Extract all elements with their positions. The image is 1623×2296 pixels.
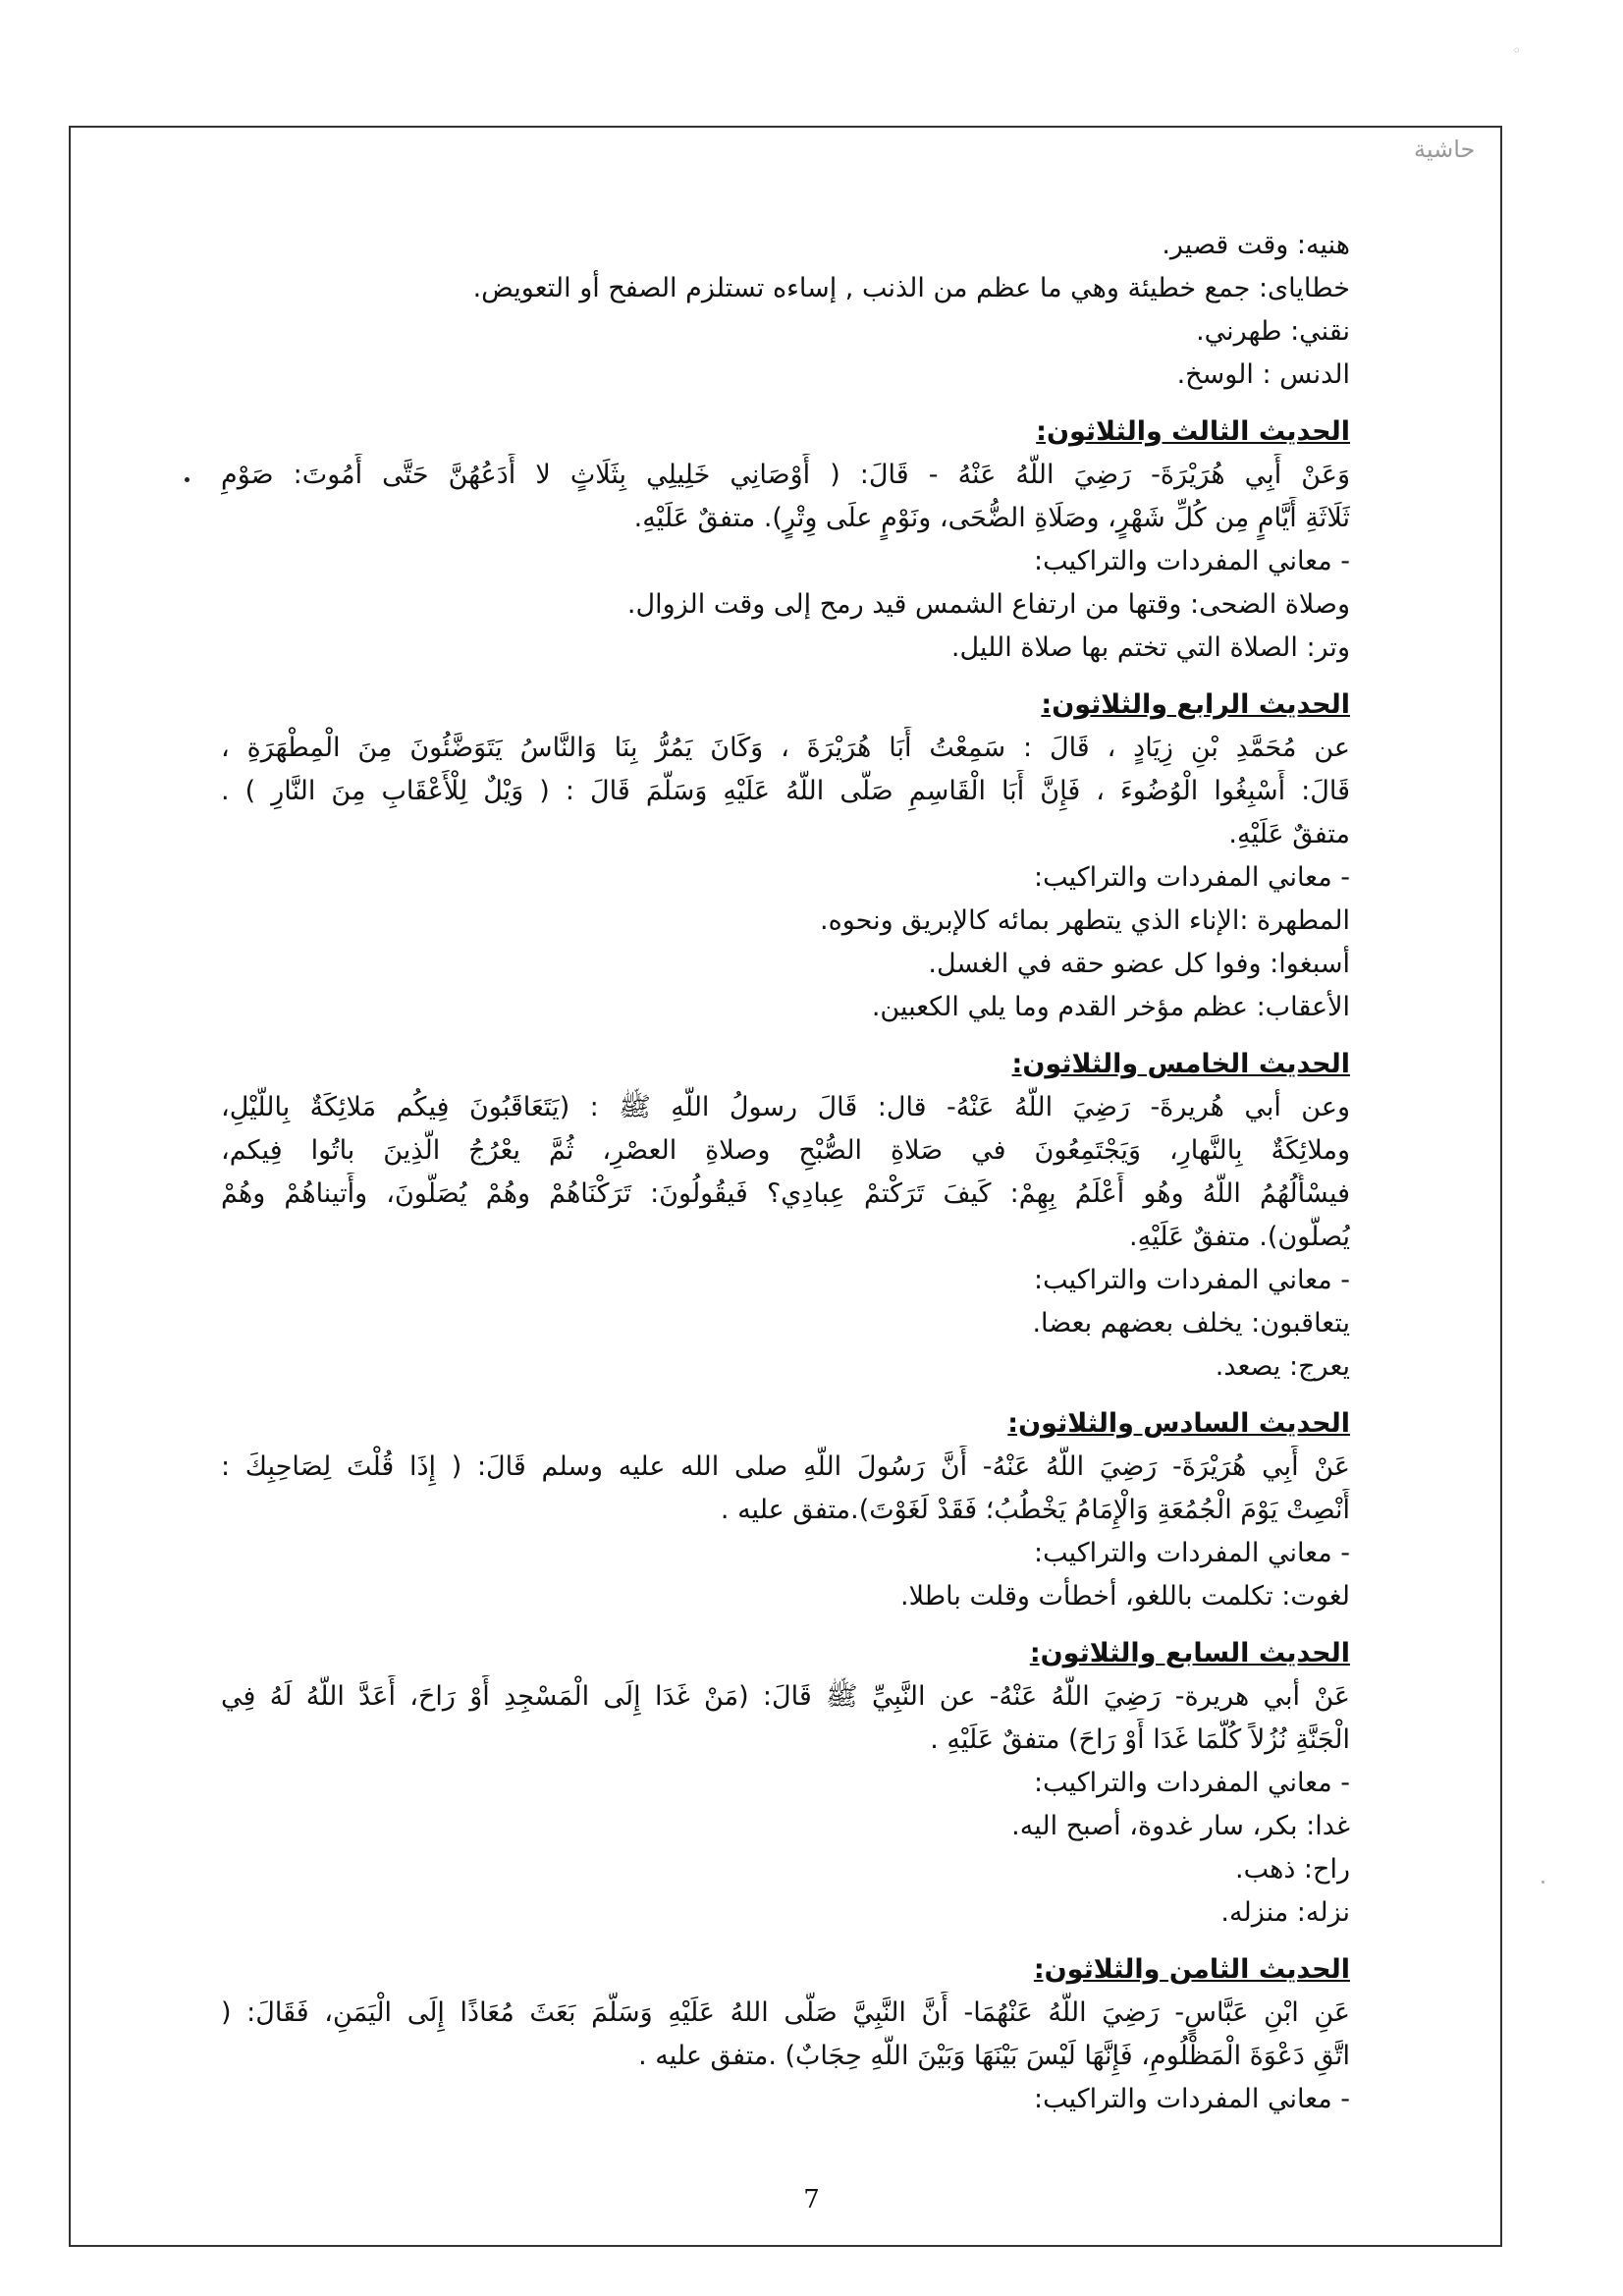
section-heading: الحديث السابع والثلاثون:	[1029, 1638, 1350, 1668]
section-heading: الحديث الخامس والثلاثون:	[1011, 1049, 1350, 1079]
hadith-text-line: قَالَ: أَسْبِغُوا الْوُضُوءَ ، فَإِنَّ أَبَا الْقَاسِمِ صَلَّى اللَّهُ عَلَيْهِ وَسَلَّمَ قَالَ : ( وَيْلٌ لِلْأَعْقَابِ مِنَ النَّارِ ) .	[221, 776, 1350, 806]
vocab-line: لغوت: تكلمت باللغو، أخطأت وقلت باطلا.	[899, 1581, 1350, 1612]
vocab-heading: - معاني المفردات والتراكيب:	[1034, 1538, 1350, 1568]
vocab-line: نزله: منزله.	[1220, 1897, 1350, 1928]
hadith-36-section	[221, 1402, 1350, 1618]
hadith-38-section	[221, 1948, 1350, 2121]
hadith-34-section	[221, 683, 1350, 1029]
hadith-text-line: وعن أبي هُريرةَ- رَضِيَ اللَّهُ عَنْهُ- قال: قَالَ رسولُ اللَّهِ ﷺ : (يَتَعَاقَبُونَ فِيكُم مَلائِكَةٌ بِاللَّيْلِ،	[221, 1092, 1350, 1122]
stray-dot	[185, 477, 189, 482]
hadith-text-line: وَعَنْ أَبِي هُرَيْرَةَ- رَضِيَ اللَّهُ عَنْهُ - قَالَ: ( أَوْصَانِي خَلِيلِي بِثَلَاثٍ لا أَدَعُهُنَّ حَتَّى أَمُوتَ: صَوْمِ	[221, 460, 1350, 490]
hadith-text-line: اتَّقِ دَعْوَةَ الْمَظْلُومِ، فَإِنَّهَا لَيْسَ بَيْنَهَا وَبَيْنَ اللَّهِ حِجَابٌ) .متفق عليه .	[638, 2041, 1350, 2071]
section-heading: الحديث السادس والثلاثون:	[1007, 1408, 1350, 1439]
vocab-heading: - معاني المفردات والتراكيب:	[1034, 1768, 1350, 1798]
hadith-text-line: متفقٌ عَلَيْهِ.	[1228, 819, 1350, 849]
section-heading: الحديث الرابع والثلاثون:	[1041, 689, 1350, 720]
vocab-heading: - معاني المفردات والتراكيب:	[1034, 2084, 1350, 2114]
hadith-35-section	[221, 1043, 1350, 1389]
vocab-line: وتر: الصلاة التي تختم بها صلاة الليل.	[950, 632, 1350, 663]
hadith-37-section	[221, 1632, 1350, 1935]
hadith-text-line: الْجَنَّةِ نُزُلاً كُلَّمَا غَدَا أَوْ رَاحَ) متفقٌ عَلَيْهِ .	[930, 1724, 1350, 1755]
vocab-heading: - معاني المفردات والتراكيب:	[1034, 1265, 1350, 1295]
corner-mark: ◦	[1512, 41, 1522, 60]
hadith-text-line: عَنْ أَبِي هُرَيْرَةَ- رَضِيَ اللَّهُ عَنْهُ- أَنَّ رَسُولَ اللَّهِ صلى الله عليه وسلم قَالَ: ( إِذَا قُلْتَ لِصَاحِبِكَ :	[221, 1451, 1350, 1482]
section-heading: الحديث الثالث والثلاثون:	[1036, 416, 1350, 447]
scan-speck	[1542, 1881, 1544, 1884]
vocab-line: نقني: طهرني.	[1196, 316, 1350, 347]
vocab-line: الدنس : الوسخ.	[1176, 359, 1350, 390]
hadith-text-line: ثَلَاثَةِ أَيَّامٍ مِن كُلِّ شَهْرٍ، وصَلَاةِ الضُّحَى، ونَوْمٍ علَى وِتْرٍ). متفقٌ عَلَيْهِ.	[633, 503, 1350, 533]
vocab-line: غدا: بكر، سار غدوة، أصبح اليه.	[1011, 1811, 1350, 1841]
hadith-33-section	[221, 410, 1350, 670]
hadith-text-line: عَنِ ابْنِ عَبَّاسٍ- رَضِيَ اللَّهُ عَنْهُمَا- أَنَّ النَّبِيَّ صَلَّى اللهُ عَلَيْهِ وَسَلَّمَ بَعَثَ مُعَاذًا إِلَى الْيَمَنِ، فَقَالَ: (	[221, 1997, 1350, 2028]
vocab-heading: - معاني المفردات والتراكيب:	[1034, 546, 1350, 576]
margin-annotation: حاشية	[1414, 136, 1476, 163]
vocab-line: راح: ذهب.	[1234, 1854, 1350, 1885]
hadith-text-line: يُصلُّون). متفقٌ عَلَيْهِ.	[1129, 1222, 1350, 1252]
vocab-heading: - معاني المفردات والتراكيب:	[1034, 862, 1350, 893]
vocab-line: يتعاقبون: يخلف بعضهم بعضا.	[1032, 1308, 1350, 1339]
vocab-line: يعرج: يصعد.	[1215, 1351, 1350, 1382]
document-body	[221, 224, 1350, 2125]
vocab-line: الأعقاب: عظم مؤخر القدم وما يلي الكعبين.	[871, 992, 1350, 1022]
vocab-line: خطاياى: جمع خطيئة وهي ما عظم من الذنب , إساءه تستلزم الصفح أو التعويض.	[472, 273, 1350, 303]
vocab-line: المطهرة :الإناء الذي يتطهر بمائه كالإبريق ونحوه.	[819, 905, 1350, 936]
hadith-text-line: فيسْأَلُهُمُ اللَّهُ وهُو أَعْلَمُ بِهِمْ: كَيفَ تَرَكْتمْ عِبادِي؟ فَيقُولُونَ: تَرَكْنَاهُمْ وهُمْ يُصَلُّونَ، وأَتيناهُمْ وهُمْ	[221, 1178, 1350, 1209]
hadith-text-line: عَنْ أبي هريرة- رَضِيَ اللَّهُ عَنْهُ- عن النَّبِيِّ ﷺ قَالَ: (مَنْ غَدَا إِلَى الْمَسْجِدِ أَوْ رَاحَ، أَعَدَّ اللَّهُ لَهُ فِي	[221, 1681, 1350, 1712]
page-number: 7	[803, 2185, 820, 2214]
intro-section	[221, 224, 1350, 397]
hadith-text-line: أَنْصِتْ يَوْمَ الْجُمُعَةِ وَالْإِمَامُ يَخْطُبُ؛ فَقَدْ لَغَوْتَ).متفق عليه .	[720, 1495, 1350, 1525]
section-heading: الحديث الثامن والثلاثون:	[1033, 1954, 1350, 1985]
hadith-text-line: وملائِكَةٌ بِالنَّهارِ، وَيَجْتَمِعُونَ في صَلاةِ الصُّبْحِ وصلاةِ العصْرِ، ثُمَّ يعْرُجُ الَّذِينَ باتُوا فِيكم،	[221, 1135, 1350, 1166]
hadith-text-line: عن مُحَمَّدِ بْنِ زِيَادٍ ، قَالَ : سَمِعْتُ أَبَا هُرَيْرَةَ ، وَكَانَ يَمُرُّ بِنَا وَالنَّاسُ يَتَوَضَّئُونَ مِنَ الْمِطْهَرَةِ ،	[221, 733, 1350, 763]
vocab-line: أسبغوا: وفوا كل عضو حقه في الغسل.	[928, 949, 1350, 979]
vocab-line: وصلاة الضحى: وقتها من ارتفاع الشمس قيد رمح إلى وقت الزوال.	[626, 589, 1350, 620]
vocab-line: هنيه: وقت قصير.	[1162, 230, 1350, 260]
